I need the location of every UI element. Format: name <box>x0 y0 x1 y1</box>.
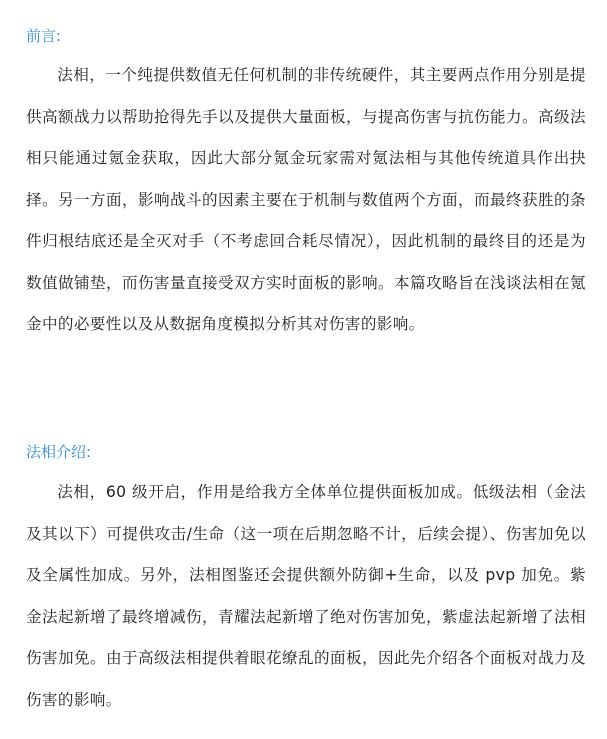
section-body-preface: 法相，一个纯提供数值无任何机制的非传统硬件，其主要两点作用分别是提供高额战力以帮助抢得先手以及提供大量面板，与提高伤害与抗伤能力。高级法相只能通过氪金获取，因此大部分氪金玩家需对氪法相与其他传统道具作出抉择。另一方面，影响战斗的因素主要在于机制与数值两个方面，而最终获胜的条件归根结底还是全灭对手（不考虑回合耗尽情况），因此机制的最终目的还是为数值做铺垫，而伤害量直接受双方实时面板的影响。本篇攻略旨在浅谈法相在氪金中的必要性以及从数据角度模拟分析其对伤害的影响。 <box>26 66 586 333</box>
section-heading-preface: 前言: <box>26 27 62 45</box>
section-heading-faxiang-intro: 法相介绍: <box>26 443 92 461</box>
section-body-faxiang-intro: 法相，60 级开启，作用是给我方全体单位提供面板加成。低级法相（金法及其以下）可提供攻击/生命（这一项在后期忽略不计，后续会提）、伤害加免以及全属性加成。另外，法相图鉴还会提供额外防御+生命，以及 pvp 加免。紫金法起新增了最终增减伤，青耀法起新增了绝对伤害加免，紫虚法起新增了法相伤害加免。由于高级法相提供着眼花缭乱的面板，因此先介绍各个面板对战力及伤害的影响。 <box>26 483 586 709</box>
